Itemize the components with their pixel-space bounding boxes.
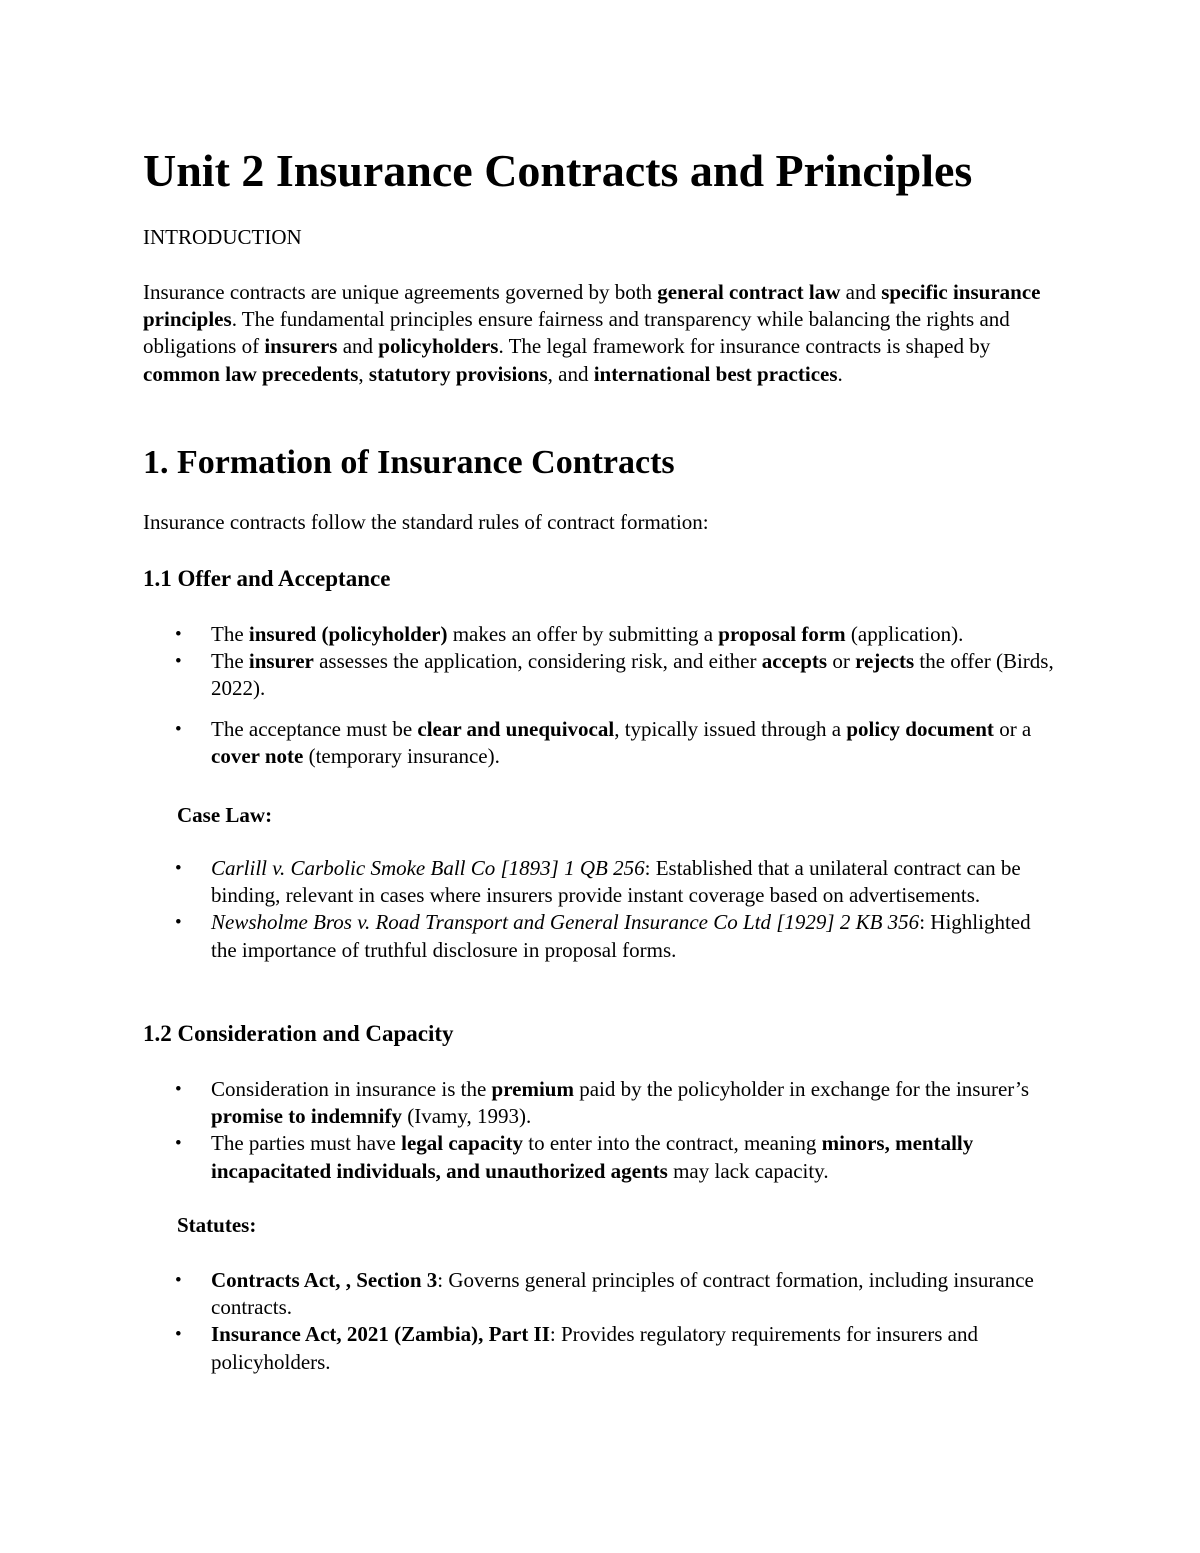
bullet-icon: • xyxy=(175,858,182,879)
statutes-list xyxy=(143,1267,1058,1376)
section-1-lead: Insurance contracts follow the standard rules of contract formation: xyxy=(143,510,709,534)
case-law-label: Case Law: xyxy=(177,803,273,827)
list-item: • The insurer assesses the application, considering risk, and either accepts or rejects the offer (Birds, 2022). xyxy=(175,649,1054,701)
bullet-icon: • xyxy=(175,1324,182,1346)
statutes-label: Statutes: xyxy=(177,1213,257,1237)
list-item: • Newsholme Bros v. Road Transport and General Insurance Co Ltd [1929] 2 KB 356: Highlighted the importance of truthful disclosure in proposal forms. xyxy=(175,910,1031,962)
bullet-icon: • xyxy=(175,624,182,645)
consideration-capacity-list xyxy=(143,1076,1058,1185)
case-law-list xyxy=(143,855,1058,964)
offer-acceptance-list xyxy=(143,621,1058,770)
bullet-icon: • xyxy=(175,912,182,934)
bullet-icon: • xyxy=(175,1133,182,1155)
introduction-label: INTRODUCTION xyxy=(143,225,302,249)
bullet-icon: • xyxy=(175,1270,182,1291)
list-item: • The acceptance must be clear and unequivocal, typically issued through a policy document or a cover note (temporary insurance). xyxy=(175,716,1032,768)
section-1-2-heading: 1.2 Consideration and Capacity xyxy=(143,1021,454,1046)
list-item: • Carlill v. Carbolic Smoke Ball Co [1893] 1 QB 256: Established that a unilateral contract can be binding, relevant in cases where insurers provide instant coverage based on advertisements. xyxy=(175,856,1021,908)
list-item: • The parties must have legal capacity to enter into the contract, meaning minors, mentally incapacitated individuals, and unauthorized agents may lack capacity. xyxy=(175,1131,974,1183)
bullet-icon: • xyxy=(175,651,182,673)
list-item: • Contracts Act, , Section 3: Governs general principles of contract formation, including insurance contracts. xyxy=(175,1268,1034,1320)
bullet-icon: • xyxy=(175,718,182,740)
list-item: • Insurance Act, 2021 (Zambia), Part II: Provides regulatory requirements for insurers and policyholders. xyxy=(175,1322,978,1374)
bullet-icon: • xyxy=(175,1079,182,1100)
introduction-paragraph: Insurance contracts are unique agreements governed by both general contract law and specific insurance principles. The fundamental principles ensure fairness and transparency while balancing the rights and obligations of insurers and policyholders. The legal framework for insurance contracts is shaped by common law precedents, statutory provisions, and international best practices. xyxy=(143,280,1041,386)
list-item: • Consideration in insurance is the premium paid by the policyholder in exchange for the insurer’s promise to indemnify (Ivamy, 1993). xyxy=(175,1077,1030,1129)
list-item: • The insured (policyholder) makes an offer by submitting a proposal form (application). xyxy=(143,621,1058,648)
section-1-1-heading: 1.1 Offer and Acceptance xyxy=(143,566,391,591)
section-1-heading: 1. Formation of Insurance Contracts xyxy=(143,444,675,481)
document-title: Unit 2 Insurance Contracts and Principles xyxy=(143,145,973,196)
